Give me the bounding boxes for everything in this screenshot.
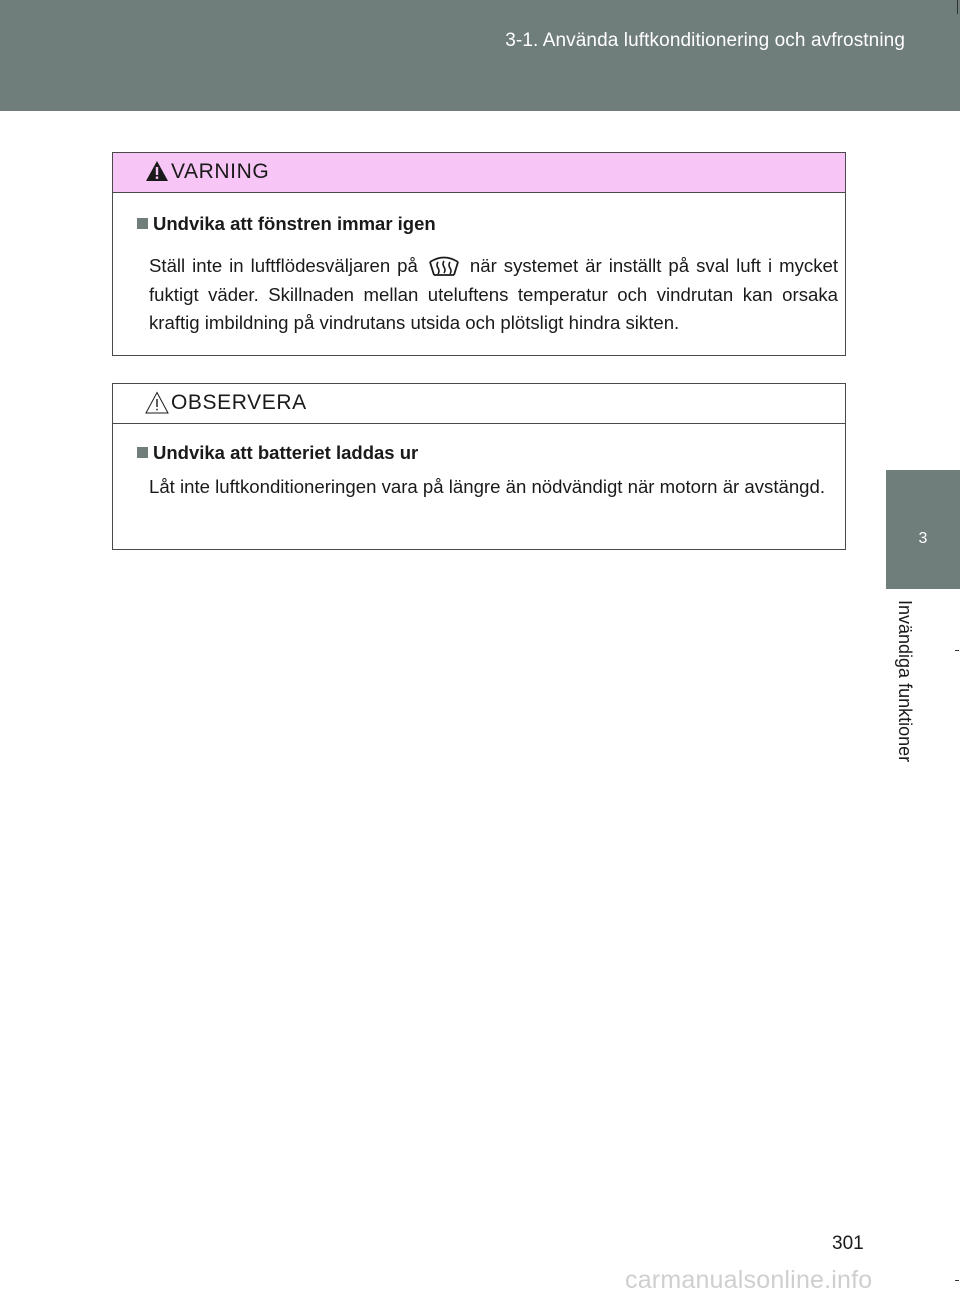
page-number: 301 (832, 1233, 864, 1254)
notice-header (113, 384, 845, 424)
windshield-defrost-icon (427, 253, 461, 279)
chapter-label-text: Invändiga funktioner (895, 600, 915, 763)
crop-mark (957, 0, 958, 14)
notice-body: Låt inte luftkonditioneringen vara på längre än nödvändigt när motorn är avstängd. (149, 476, 826, 497)
chapter-number: 3 (918, 530, 928, 547)
bullet-square-icon (137, 447, 148, 458)
notice-section-heading (137, 442, 418, 464)
header-band (0, 0, 960, 111)
warning-body (149, 252, 838, 338)
crop-mark (955, 1280, 959, 1281)
warning-header (113, 153, 845, 193)
warning-body-part1: Ställ inte in luftflödesväljaren på (149, 255, 418, 276)
warning-body-part2: när systemet är inställt på sval luft i mycket fuktigt väder. Skillnaden mellan uteluftens temperatur och vindrutan kan orsaka kraftig imbildning på vindrutans utsida och plötsligt hindra sikten. (149, 255, 838, 333)
warning-heading-text: Undvika att fönstren immar igen (153, 213, 436, 234)
warning-box (112, 152, 846, 356)
section-title: 3-1. Använda luftkonditionering och avfrostning (505, 30, 905, 51)
crop-mark (955, 650, 959, 651)
notice-title: OBSERVERA (171, 391, 307, 414)
warning-section-heading (137, 213, 436, 235)
warning-triangle-icon (145, 160, 169, 182)
caution-triangle-icon (145, 391, 169, 415)
warning-title: VARNING (171, 160, 270, 183)
chapter-tab (886, 470, 960, 589)
watermark: carmanualsonline.info (625, 1266, 873, 1294)
bullet-square-icon (137, 218, 148, 229)
notice-box (112, 383, 846, 550)
notice-heading-text: Undvika att batteriet laddas ur (153, 442, 419, 463)
chapter-label (893, 600, 919, 790)
